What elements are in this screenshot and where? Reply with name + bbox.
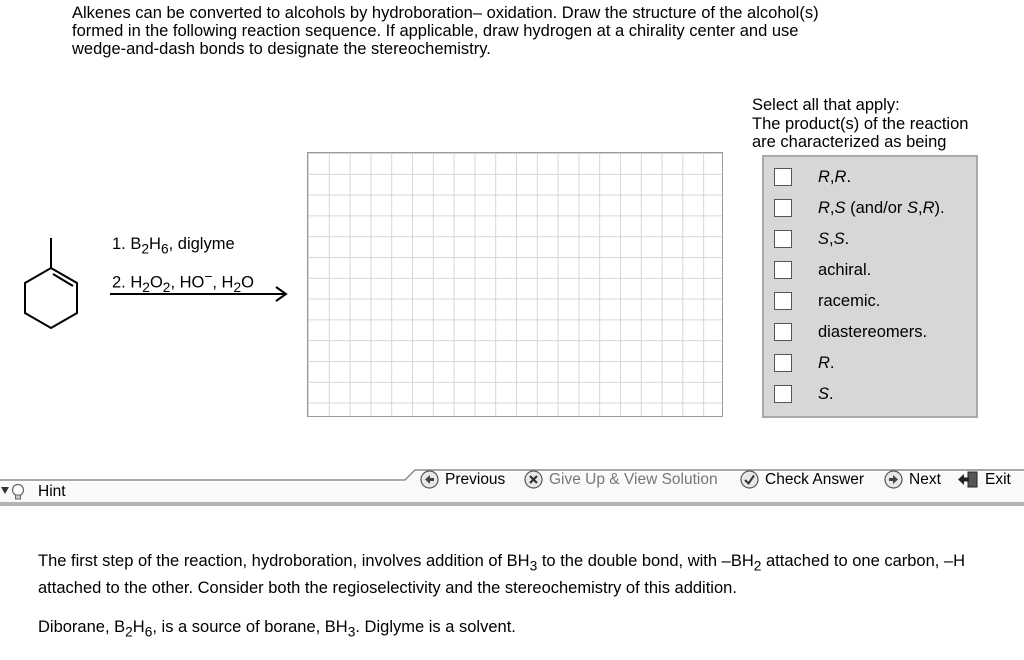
give-up-x-icon (524, 470, 543, 489)
checkbox[interactable] (774, 354, 792, 372)
option-label: R,S (and/or S,R). (818, 198, 945, 217)
check-answer-label: Check Answer (765, 470, 865, 488)
check-answer-button[interactable] (740, 470, 864, 489)
reaction-arrow (108, 284, 290, 304)
option-label: S. (818, 384, 834, 403)
lightbulb-icon (13, 485, 24, 500)
hint-button[interactable] (0, 482, 66, 502)
previous-button[interactable] (420, 470, 505, 489)
checkbox[interactable] (774, 323, 792, 341)
exit-button[interactable] (957, 470, 1011, 489)
check-mark-icon (740, 470, 759, 489)
give-up-label: Give Up & View Solution (549, 470, 718, 488)
options-panel (762, 155, 978, 418)
next-button[interactable] (884, 470, 941, 489)
exit-door-icon (957, 470, 979, 489)
option-rr[interactable] (774, 166, 851, 188)
option-label: diastereomers. (818, 322, 928, 341)
option-label: S,S. (818, 229, 850, 248)
option-label: R. (818, 353, 835, 372)
exit-label: Exit (985, 470, 1011, 488)
reagent-step-1: 1. $B_2H_6$, diglyme (112, 235, 235, 257)
previous-label: Previous (445, 470, 506, 488)
question-line-3: wedge-and-dash bonds to designate the stereochemistry. (72, 40, 491, 58)
toolbar-bar (0, 466, 1024, 510)
checkbox[interactable] (774, 261, 792, 279)
option-r[interactable] (774, 352, 835, 374)
hint-label: Hint (38, 483, 66, 500)
previous-arrow-icon (420, 470, 439, 489)
option-label: racemic. (818, 291, 881, 310)
give-up-button[interactable] (524, 470, 718, 489)
option-label: R,R. (818, 167, 852, 186)
hint-feedback (38, 550, 998, 660)
option-racemic[interactable] (774, 290, 880, 312)
next-label: Next (909, 470, 941, 488)
structure-drawing-canvas[interactable] (307, 152, 723, 417)
hint-paragraph-1: The first step of the reaction, hydroboration, involves addition of $BH_3$ to the double bond, with $-BH_2$ attached to one carbon, –H attached to the other. Consider both the regioselectivity and the stereochemistry of this addition. (38, 552, 966, 598)
checkbox[interactable] (774, 199, 792, 217)
option-achiral[interactable] (774, 259, 871, 281)
checkbox[interactable] (774, 292, 792, 310)
question-line-1: Alkenes can be converted to alcohols by hydroboration– oxidation. Draw the structure of the alcohol(s) (72, 4, 819, 22)
select-prompt (752, 96, 968, 152)
option-ss[interactable] (774, 228, 849, 250)
methylcyclohexene-structure (18, 232, 88, 332)
collapse-triangle-icon (0, 482, 30, 502)
select-prompt-line-3: are characterized as being (752, 133, 947, 151)
select-prompt-line-1: Select all that apply: (752, 96, 900, 114)
option-s[interactable] (774, 383, 834, 405)
hint-paragraph-2: Diborane, $B_2H_6$, is a source of borane, $BH_3$. Diglyme is a solvent. (38, 618, 516, 640)
reagent-step-2: 2. $H_2O_2$, HO−, $H_2O$ (112, 269, 254, 296)
option-diastereomers[interactable] (774, 321, 927, 343)
question-line-2: formed in the following reaction sequence. If applicable, draw hydrogen at a chirality center and use (72, 22, 799, 40)
option-label: achiral. (818, 260, 872, 279)
checkbox[interactable] (774, 168, 792, 186)
question-text (72, 4, 952, 58)
checkbox[interactable] (774, 385, 792, 403)
select-prompt-line-2: The product(s) of the reaction (752, 114, 969, 133)
next-arrow-icon (884, 470, 903, 489)
option-rs[interactable] (774, 197, 945, 219)
checkbox[interactable] (774, 230, 792, 248)
